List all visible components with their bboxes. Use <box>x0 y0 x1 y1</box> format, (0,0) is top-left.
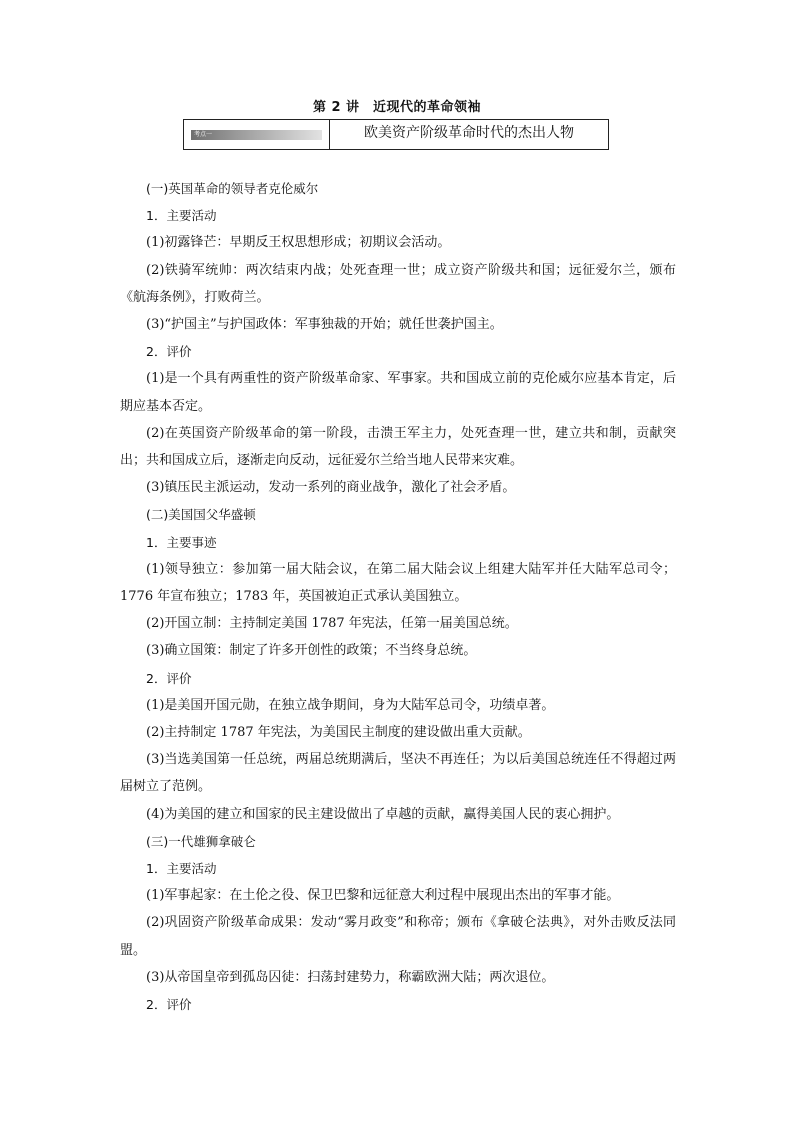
body-paragraph: (2)铁骑军统帅：两次结束内战；处死查理一世；成立资产阶级共和国；远征爱尔兰，颁布《航海条例》，打败荷兰。 <box>120 262 676 305</box>
body-paragraph: (1)军事起家：在土伦之役、保卫巴黎和远征意大利过程中展现出杰出的军事才能。 <box>146 888 620 904</box>
section-tag-cell <box>184 120 330 149</box>
body-paragraph: (2)巩固资产阶级革命成果：发动“雾月政变”和称帝；颁布《拿破仑法典》，对外击败反法同盟。 <box>120 915 676 958</box>
section-subheading: (一)英国革命的领导者克伦威尔 <box>146 181 319 196</box>
document-body <box>120 175 676 1018</box>
section-subheading: 2．评价 <box>146 670 192 686</box>
section-subheading: 1．主要活动 <box>146 861 217 877</box>
section-header-box <box>183 119 609 150</box>
body-paragraph: (3)镇压民主派运动，发动一系列的商业战争，激化了社会矛盾。 <box>146 480 516 496</box>
body-paragraph: (2)开国立制：主持制定美国 1787 年宪法，任第一届美国总统。 <box>146 616 518 632</box>
section-heading: 欧美资产阶级革命时代的杰出人物 <box>364 124 574 141</box>
body-paragraph: (4)为美国的建立和国家的民主建设做出了卓越的贡献，赢得美国人民的衷心拥护。 <box>146 806 620 822</box>
body-paragraph: (3)“护国主”与护国政体：军事独裁的开始；就任世袭护国主。 <box>146 317 503 333</box>
page-title: 第 2 讲 近现代的革命领袖 <box>312 100 482 115</box>
body-paragraph: (1)是美国开国元勋，在独立战争期间，身为大陆军总司令，功绩卓著。 <box>146 697 555 713</box>
body-paragraph: (3)当选美国第一任总统，两届总统期满后，坚决不再连任；为以后美国总统连任不得超过两届树立了范例。 <box>120 752 676 795</box>
body-paragraph: (2)在英国资产阶级革命的第一阶段，击溃王军主力，处死查理一世，建立共和制，贡献突出；共和国成立后，逐渐走向反动，远征爱尔兰给当地人民带来灾难。 <box>120 425 676 469</box>
section-tag-label: 考点一 <box>194 131 213 138</box>
section-subheading: 2．评价 <box>146 997 192 1013</box>
body-paragraph: (2)主持制定 1787 年宪法，为美国民主制度的建设做出重大贡献。 <box>146 725 531 741</box>
section-subheading: (三)一代雄狮拿破仑 <box>146 833 256 849</box>
body-paragraph: (1)领导独立：参加第一届大陆会议，在第二届大陆会议上组建大陆军并任大陆军总司令；1776 年宣布独立；1783 年，英国被迫正式承认美国独立。 <box>120 561 676 605</box>
section-subheading: 1．主要活动 <box>146 208 217 224</box>
body-paragraph: (3)确立国策：制定了许多开创性的政策；不当终身总统。 <box>146 643 477 659</box>
body-paragraph: (1)初露锋芒：早期反王权思想形成；初期议会活动。 <box>146 235 451 251</box>
section-subheading: 1．主要事迹 <box>146 534 217 550</box>
body-paragraph: (3)从帝国皇帝到孤岛囚徒：扫荡封建势力，称霸欧洲大陆；两次退位。 <box>146 969 555 985</box>
section-subheading: 2．评价 <box>146 344 192 360</box>
body-paragraph: (1)是一个具有两重性的资产阶级革命家、军事家。共和国成立前的克伦威尔应基本肯定，后期应基本否定。 <box>120 371 676 414</box>
section-subheading: (二)美国国父华盛顿 <box>146 507 256 523</box>
